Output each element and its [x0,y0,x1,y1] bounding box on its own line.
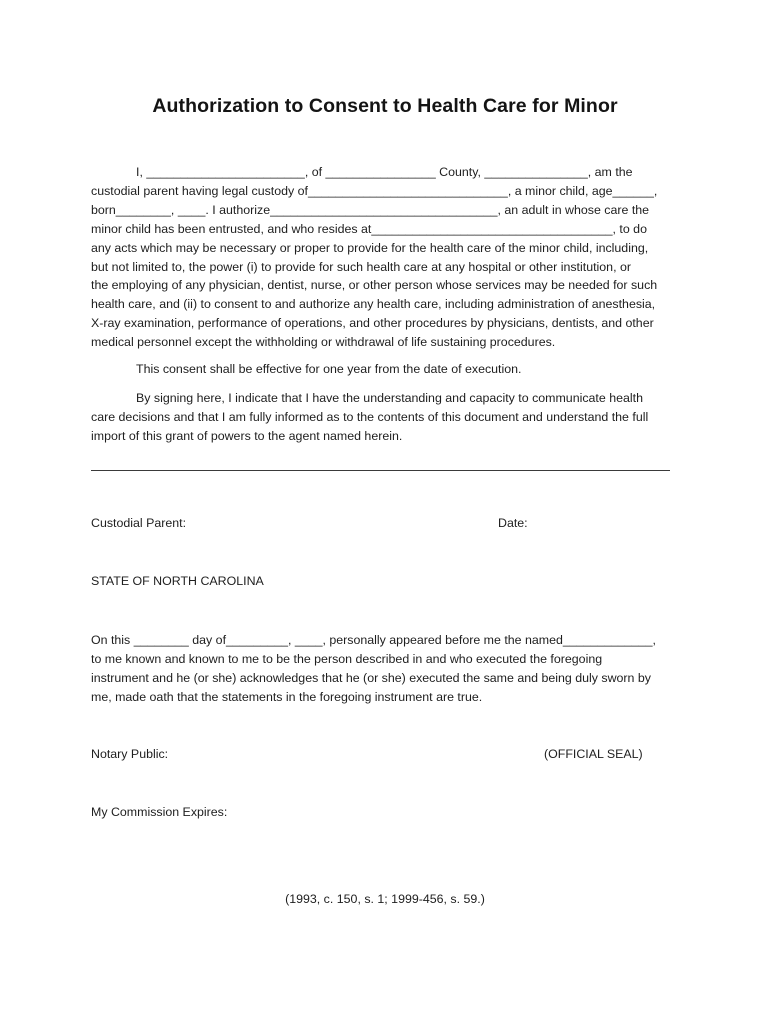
document-title: Authorization to Consent to Health Care for Minor [152,95,618,117]
date-label: Date: [498,516,528,530]
custodial-parent-label: Custodial Parent: [91,516,187,530]
paragraph-line: but not limited to, the power (i) to provide for such health care at any hospital or other institution, or [91,259,631,274]
paragraph-line: This consent shall be effective for one year from the date of execution. [136,362,522,376]
capacity-paragraph [91,389,681,446]
paragraph-line: import of this grant of powers to the agent named herein. [91,428,403,443]
paragraph-line: medical personnel except the withholding or withdrawal of life sustaining procedures. [91,335,556,350]
paragraph-line: minor child has been entrusted, and who resides at___________________________________, to do [91,221,647,236]
paragraph-line: On this ________ day of_________, ____, personally appeared before me the named_____________, [91,633,656,647]
commission-expires-label: My Commission Expires: [91,805,228,819]
signature-line [91,470,670,471]
official-seal-label: (OFFICIAL SEAL) [544,747,643,761]
effective-period-paragraph [91,360,681,379]
paragraph-line: instrument and he (or she) acknowledges that he (or she) executed the same and being duly sworn by [91,670,651,685]
paragraph-line: care decisions and that I am fully informed as to the contents of this document and understand the full [91,409,649,424]
paragraph-line: any acts which may be necessary or proper to provide for the health care of the minor child, including, [91,240,649,255]
statute-citation: (1993, c. 150, s. 1; 1999-456, s. 59.) [285,892,485,906]
paragraph-line: X-ray examination, performance of operations, and other procedures by physicians, dentists, and other [91,316,654,331]
paragraph-line: born________, ____. I authorize_________________________________, an adult in whose care the [91,202,650,217]
paragraph-line: the employing of any physician, dentist, nurse, or other person whose services may be needed for such [91,278,658,293]
paragraph-line: to me known and known to me to be the person described in and who executed the foregoing [91,651,603,666]
paragraph-line: By signing here, I indicate that I have the understanding and capacity to communicate health [136,391,643,405]
paragraph-line: me, made oath that the statements in the foregoing instrument are true. [91,689,483,704]
paragraph-line: health care, and (ii) to consent to and authorize any health care, including administration of anesthesia, [91,297,656,312]
state-heading: STATE OF NORTH CAROLINA [91,574,264,588]
notary-paragraph [91,631,681,707]
authorization-paragraph [91,163,681,352]
paragraph-line: I, _______________________, of ________________ County, _______________, am the [136,165,633,179]
notary-public-label: Notary Public: [91,747,169,761]
paragraph-line: custodial parent having legal custody of_____________________________, a minor child, age______, [91,183,658,198]
